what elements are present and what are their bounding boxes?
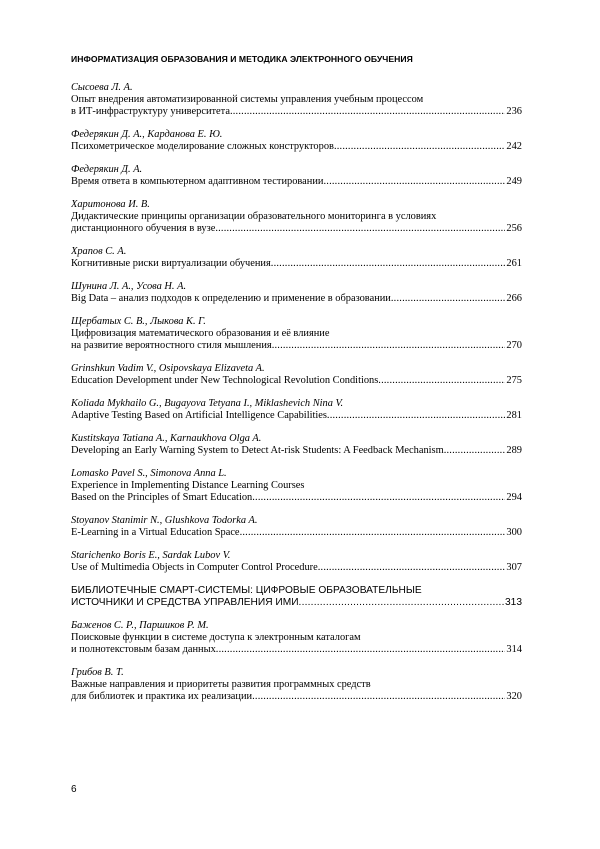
toc-page-number: 256 bbox=[506, 223, 522, 234]
toc-authors: Щербатых С. В., Лыкова К. Г. bbox=[71, 316, 206, 327]
toc-entry[interactable] bbox=[71, 398, 522, 422]
toc-page-number: 300 bbox=[506, 527, 522, 538]
toc-entry[interactable] bbox=[71, 281, 522, 305]
toc-entry[interactable] bbox=[71, 468, 522, 504]
dot-leader bbox=[323, 176, 505, 188]
toc-title-last: Based on the Principles of Smart Education bbox=[71, 492, 253, 503]
toc-title-last: и полнотекстовым базам данных bbox=[71, 644, 216, 655]
toc-title-line: Важные направления и приоритеты развития программных средств bbox=[71, 679, 371, 690]
toc-page-number: 314 bbox=[506, 644, 522, 655]
dot-leader bbox=[272, 340, 506, 352]
toc-title-last: на развитие вероятностного стиля мышления bbox=[71, 340, 272, 351]
toc-title-row bbox=[71, 410, 522, 422]
dot-leader bbox=[378, 375, 505, 387]
toc-entry[interactable] bbox=[71, 82, 522, 118]
toc-title-row bbox=[71, 141, 522, 153]
toc-entry[interactable] bbox=[71, 433, 522, 457]
dot-leader bbox=[252, 492, 505, 504]
toc-title-row bbox=[71, 492, 522, 504]
toc-title-last: Use of Multimedia Objects in Computer Control Procedure bbox=[71, 562, 318, 573]
toc-entry[interactable] bbox=[71, 515, 522, 539]
toc-authors: Федерякин Д. А., Карданова Е. Ю. bbox=[71, 129, 223, 140]
toc-title-row bbox=[71, 644, 522, 656]
toc-page-number: 236 bbox=[506, 106, 522, 117]
table-of-contents bbox=[71, 82, 522, 714]
toc-title-line: Дидактические принципы организации образовательного мониторинга в условиях bbox=[71, 211, 437, 222]
toc-title-last: дистанционного обучения в вузе bbox=[71, 223, 216, 234]
toc-page-number: 307 bbox=[506, 562, 522, 573]
toc-title-last: в ИТ-инфраструктуру университета bbox=[71, 106, 230, 117]
toc-entry[interactable] bbox=[71, 620, 522, 656]
toc-title-line: Experience in Implementing Distance Learning Courses bbox=[71, 480, 305, 491]
toc-authors: Starichenko Boris E., Sardak Lubov V. bbox=[71, 550, 231, 561]
dot-leader bbox=[230, 106, 505, 118]
toc-entry[interactable] bbox=[71, 363, 522, 387]
toc-title-last: Время ответа в компьютерном адаптивном тестировании bbox=[71, 176, 324, 187]
toc-title-last: для библиотек и практика их реализации bbox=[71, 691, 253, 702]
toc-authors: Баженов С. Р., Паршиков Р. М. bbox=[71, 620, 209, 631]
toc-title-row bbox=[71, 691, 522, 703]
toc-title-last: Big Data – анализ подходов к определению и применение в образовании bbox=[71, 293, 391, 304]
toc-entry[interactable] bbox=[71, 199, 522, 235]
toc-page-number: 313 bbox=[505, 597, 522, 608]
toc-authors: Храпов С. А. bbox=[71, 246, 127, 257]
toc-title-last: Developing an Early Warning System to Detect At-risk Students: A Feedback Mechanism bbox=[71, 445, 444, 456]
toc-entry[interactable] bbox=[71, 246, 522, 270]
toc-authors: Грибов В. Т. bbox=[71, 667, 124, 678]
toc-authors: Харитонова И. В. bbox=[71, 199, 150, 210]
section-title-row bbox=[71, 597, 522, 609]
toc-page-number: 320 bbox=[506, 691, 522, 702]
toc-entry[interactable] bbox=[71, 667, 522, 703]
dot-leader bbox=[215, 223, 505, 235]
toc-authors: Сысоева Л. А. bbox=[71, 82, 133, 93]
toc-authors: Шунина Л. А., Усова Н. А. bbox=[71, 281, 187, 292]
toc-title-line: Поисковые функции в системе доступа к электронным каталогам bbox=[71, 632, 361, 643]
dot-leader bbox=[334, 141, 505, 153]
toc-title-last: Когнитивные риски виртуализации обучения bbox=[71, 258, 271, 269]
toc-title-row bbox=[71, 562, 522, 574]
toc-title-last: Education Development under New Technological Revolution Conditions bbox=[71, 375, 379, 386]
toc-authors: Kustitskaya Tatiana A., Karnaukhova Olga A. bbox=[71, 433, 262, 444]
toc-title-row bbox=[71, 176, 522, 188]
dot-leader bbox=[327, 410, 506, 422]
toc-entry[interactable] bbox=[71, 129, 522, 153]
toc-page-number: 242 bbox=[506, 141, 522, 152]
toc-authors: Федерякин Д. А. bbox=[71, 164, 143, 175]
dot-leader bbox=[318, 562, 506, 574]
toc-title-row bbox=[71, 340, 522, 352]
toc-authors: Koliada Mykhailo G., Bugayova Tetyana I., Miklashevich Nina V. bbox=[71, 398, 344, 409]
dot-leader bbox=[252, 691, 505, 703]
toc-entry[interactable] bbox=[71, 164, 522, 188]
toc-title-line: Опыт внедрения автоматизированной системы управления учебным процессом bbox=[71, 94, 424, 105]
dot-leader bbox=[271, 258, 506, 270]
toc-page-number: 266 bbox=[506, 293, 522, 304]
toc-title-row bbox=[71, 223, 522, 235]
toc-title-row bbox=[71, 527, 522, 539]
toc-page-number: 249 bbox=[506, 176, 522, 187]
toc-page-number: 294 bbox=[506, 492, 522, 503]
toc-page-number: 270 bbox=[506, 340, 522, 351]
toc-title-row bbox=[71, 445, 522, 457]
section-title-last: ИСТОЧНИКИ И СРЕДСТВА УПРАВЛЕНИЯ ИМИ bbox=[71, 597, 299, 608]
toc-authors: Stoyanov Stanimir N., Glushkova Todorka A. bbox=[71, 515, 258, 526]
section-title-line: БИБЛИОТЕЧНЫЕ СМАРТ-СИСТЕМЫ: ЦИФРОВЫЕ ОБРАЗОВАТЕЛЬНЫЕ bbox=[71, 585, 422, 596]
toc-page-number: 289 bbox=[506, 445, 522, 456]
running-header: ИНФОРМАТИЗАЦИЯ ОБРАЗОВАНИЯ И МЕТОДИКА ЭЛЕКТРОННОГО ОБУЧЕНИЯ bbox=[71, 54, 413, 64]
dot-leader bbox=[444, 445, 506, 457]
toc-section-heading[interactable] bbox=[71, 585, 522, 609]
toc-page-number: 275 bbox=[506, 375, 522, 386]
toc-title-last: Adaptive Testing Based on Artificial Intelligence Capabilities bbox=[71, 410, 327, 421]
toc-entry[interactable] bbox=[71, 316, 522, 352]
toc-title-row bbox=[71, 258, 522, 270]
toc-entry[interactable] bbox=[71, 550, 522, 574]
toc-authors: Lomasko Pavel S., Simonova Anna L. bbox=[71, 468, 227, 479]
dot-leader bbox=[216, 644, 506, 656]
toc-title-row bbox=[71, 293, 522, 305]
toc-title-row bbox=[71, 375, 522, 387]
toc-title-last: Психометрическое моделирование сложных конструкторов bbox=[71, 141, 334, 152]
toc-page-number: 281 bbox=[506, 410, 522, 421]
toc-page-number: 261 bbox=[506, 258, 522, 269]
page-number: 6 bbox=[71, 784, 77, 795]
toc-title-row bbox=[71, 106, 522, 118]
dot-leader bbox=[299, 597, 504, 609]
toc-title-last: E-Learning in a Virtual Education Space bbox=[71, 527, 240, 538]
dot-leader bbox=[391, 293, 506, 305]
toc-authors: Grinshkun Vadim V., Osipovskaya Elizaveta A. bbox=[71, 363, 265, 374]
dot-leader bbox=[240, 527, 506, 539]
toc-title-line: Цифровизация математического образования и её влияние bbox=[71, 328, 330, 339]
